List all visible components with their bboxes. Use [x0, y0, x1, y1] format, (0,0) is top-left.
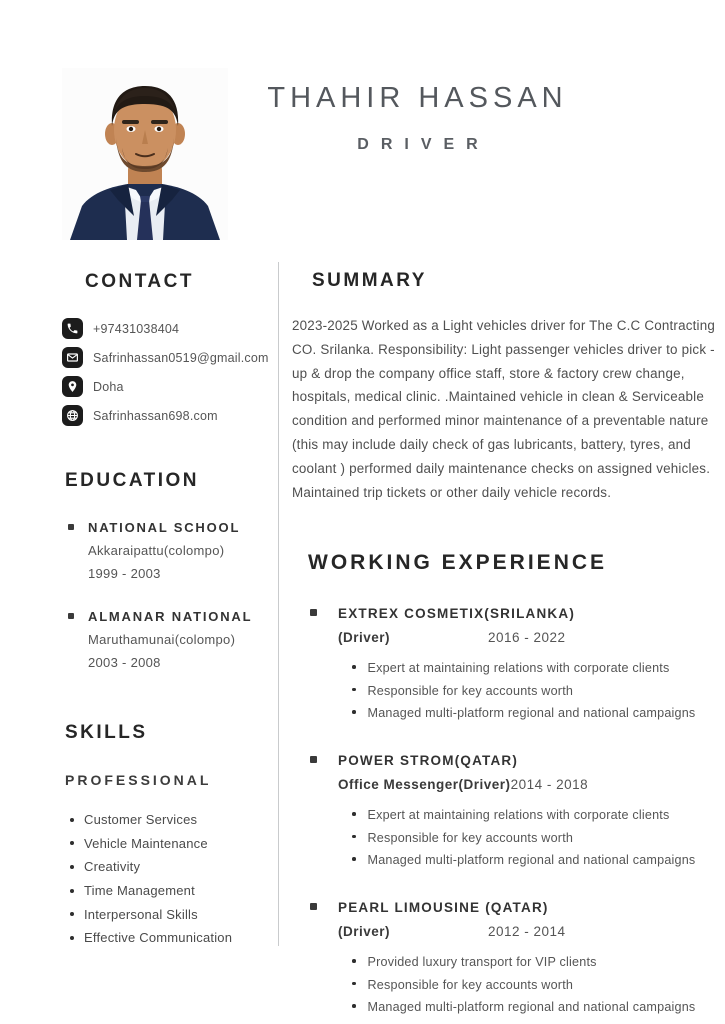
bullet-dot-icon — [70, 936, 74, 940]
left-column — [62, 265, 274, 950]
square-bullet-icon — [310, 609, 317, 616]
experience-heading: WORKING EXPERIENCE — [308, 551, 608, 575]
job-dates: 2016 - 2022 — [488, 630, 566, 646]
job-bullet-text: Expert at maintaining relations with corporate clients — [367, 808, 670, 823]
bullet-dot-icon — [70, 841, 74, 845]
skill-item — [62, 808, 274, 832]
contact-item-phone — [62, 318, 274, 339]
portrait-illustration — [62, 68, 228, 240]
skill-label: Customer Services — [84, 812, 198, 828]
contact-list — [62, 318, 274, 426]
skills-subheading: PROFESSIONAL — [65, 772, 212, 788]
bullet-dot-icon — [70, 865, 74, 869]
job-role: Office Messenger(Driver) — [338, 777, 511, 793]
job-bullet — [352, 704, 716, 722]
skill-label: Creativity — [84, 859, 141, 875]
company-name: POWER STROM(QATAR) — [338, 753, 519, 769]
profile-photo — [62, 68, 228, 240]
square-bullet-icon — [68, 524, 74, 530]
job-bullet-text: Responsible for key accounts worth — [367, 683, 574, 698]
job-bullet-list — [338, 806, 716, 869]
job-bullet-text: Managed multi-platform regional and national campaigns — [367, 853, 696, 868]
email-address: Safrinhassan0519@gmail.com — [93, 350, 269, 365]
school-name: NATIONAL SCHOOL — [88, 520, 241, 535]
school-location: Akkaraipattu(colompo) — [88, 543, 225, 558]
bullet-dot-icon — [352, 812, 356, 816]
bullet-dot-icon — [352, 688, 356, 692]
skill-label: Interpersonal Skills — [84, 906, 198, 922]
job-bullet — [352, 998, 716, 1016]
bullet-dot-icon — [352, 710, 356, 714]
person-job-title: DRIVER — [357, 136, 490, 153]
square-bullet-icon — [310, 903, 317, 910]
bullet-dot-icon — [352, 857, 356, 861]
job-role: (Driver) — [338, 630, 391, 646]
job-bullet-text: Responsible for key accounts worth — [367, 830, 574, 845]
phone-number: +97431038404 — [93, 321, 180, 336]
globe-icon — [62, 405, 83, 426]
square-bullet-icon — [68, 613, 74, 619]
job-subline — [338, 924, 716, 939]
right-column — [292, 270, 716, 1021]
contact-heading: CONTACT — [85, 271, 194, 292]
job-bullet — [352, 659, 716, 677]
school-years: 1999 - 2003 — [88, 566, 161, 581]
job-bullet-text: Managed multi-platform regional and national campaigns — [367, 706, 696, 721]
experience-item — [292, 606, 716, 722]
school-name: ALMANAR NATIONAL — [88, 609, 253, 624]
bullet-dot-icon — [352, 665, 356, 669]
square-bullet-icon — [310, 756, 317, 763]
education-item — [62, 609, 274, 670]
phone-icon — [62, 318, 83, 339]
bullet-dot-icon — [70, 818, 74, 822]
job-dates: 2012 - 2014 — [488, 924, 566, 940]
skill-item — [62, 902, 274, 926]
school-location: Maruthamunai(colompo) — [88, 632, 236, 647]
contact-item-email — [62, 347, 274, 368]
summary-paragraph: 2023-2025 Worked as a Light vehicles driver for The C.C Contracting CO. Srilanka. Responsibility: Light passenger vehicles driver to pick - up & drop the company office staff, store & factory crew change, hospitals, medical clinic. .Maintained vehicle in clean & Serviceable condition and performed minor maintenance of a preventable nature (this may include daily check of gas lubricants, battery, tyres, and coolant ) performed daily maintenance checks on assigned vehicles. Maintained trip tickets or other daily vehicle records. — [292, 318, 716, 500]
skill-item — [62, 879, 274, 903]
education-heading: EDUCATION — [65, 470, 200, 491]
job-subline — [338, 630, 716, 645]
school-years: 2003 - 2008 — [88, 655, 161, 670]
job-bullet — [352, 851, 716, 869]
job-role: (Driver) — [338, 924, 391, 940]
skills-heading: SKILLS — [65, 722, 148, 743]
header — [235, 82, 600, 154]
location-icon — [62, 376, 83, 397]
person-name: THAHIR HASSAN — [267, 82, 568, 114]
contact-item-location — [62, 376, 274, 397]
skill-label: Vehicle Maintenance — [84, 835, 208, 851]
job-bullet-text: Responsible for key accounts worth — [367, 977, 574, 992]
contact-item-website — [62, 405, 274, 426]
job-bullet-text: Expert at maintaining relations with corporate clients — [367, 661, 670, 676]
education-item — [62, 520, 274, 581]
skill-item — [62, 832, 274, 856]
company-name: EXTREX COSMETIX(SRILANKA) — [338, 606, 576, 622]
job-bullet — [352, 953, 716, 971]
website-text: Safrinhassan698.com — [93, 408, 218, 423]
skill-label: Time Management — [84, 883, 195, 899]
bullet-dot-icon — [70, 912, 74, 916]
skill-item — [62, 855, 274, 879]
experience-item — [292, 900, 716, 1016]
job-bullet-list — [338, 953, 716, 1016]
job-bullet-text: Provided luxury transport for VIP clients — [367, 955, 597, 970]
skill-label: Effective Communication — [84, 930, 233, 946]
job-bullet — [352, 976, 716, 994]
bullet-dot-icon — [70, 889, 74, 893]
job-subline — [338, 777, 716, 792]
summary-heading: SUMMARY — [312, 270, 427, 291]
job-bullet — [352, 829, 716, 847]
bullet-dot-icon — [352, 1004, 356, 1008]
location-text: Doha — [93, 379, 124, 394]
column-divider — [278, 262, 279, 946]
bullet-dot-icon — [352, 835, 356, 839]
company-name: PEARL LIMOUSINE (QATAR) — [338, 900, 549, 916]
bullet-dot-icon — [352, 959, 356, 963]
experience-item — [292, 753, 716, 869]
email-icon — [62, 347, 83, 368]
job-bullet-text: Managed multi-platform regional and national campaigns — [367, 1000, 696, 1015]
job-bullet — [352, 682, 716, 700]
skills-list — [62, 808, 274, 950]
job-bullet-list — [338, 659, 716, 722]
bullet-dot-icon — [352, 982, 356, 986]
skill-item — [62, 926, 274, 950]
job-bullet — [352, 806, 716, 824]
job-dates: 2014 - 2018 — [510, 777, 589, 793]
